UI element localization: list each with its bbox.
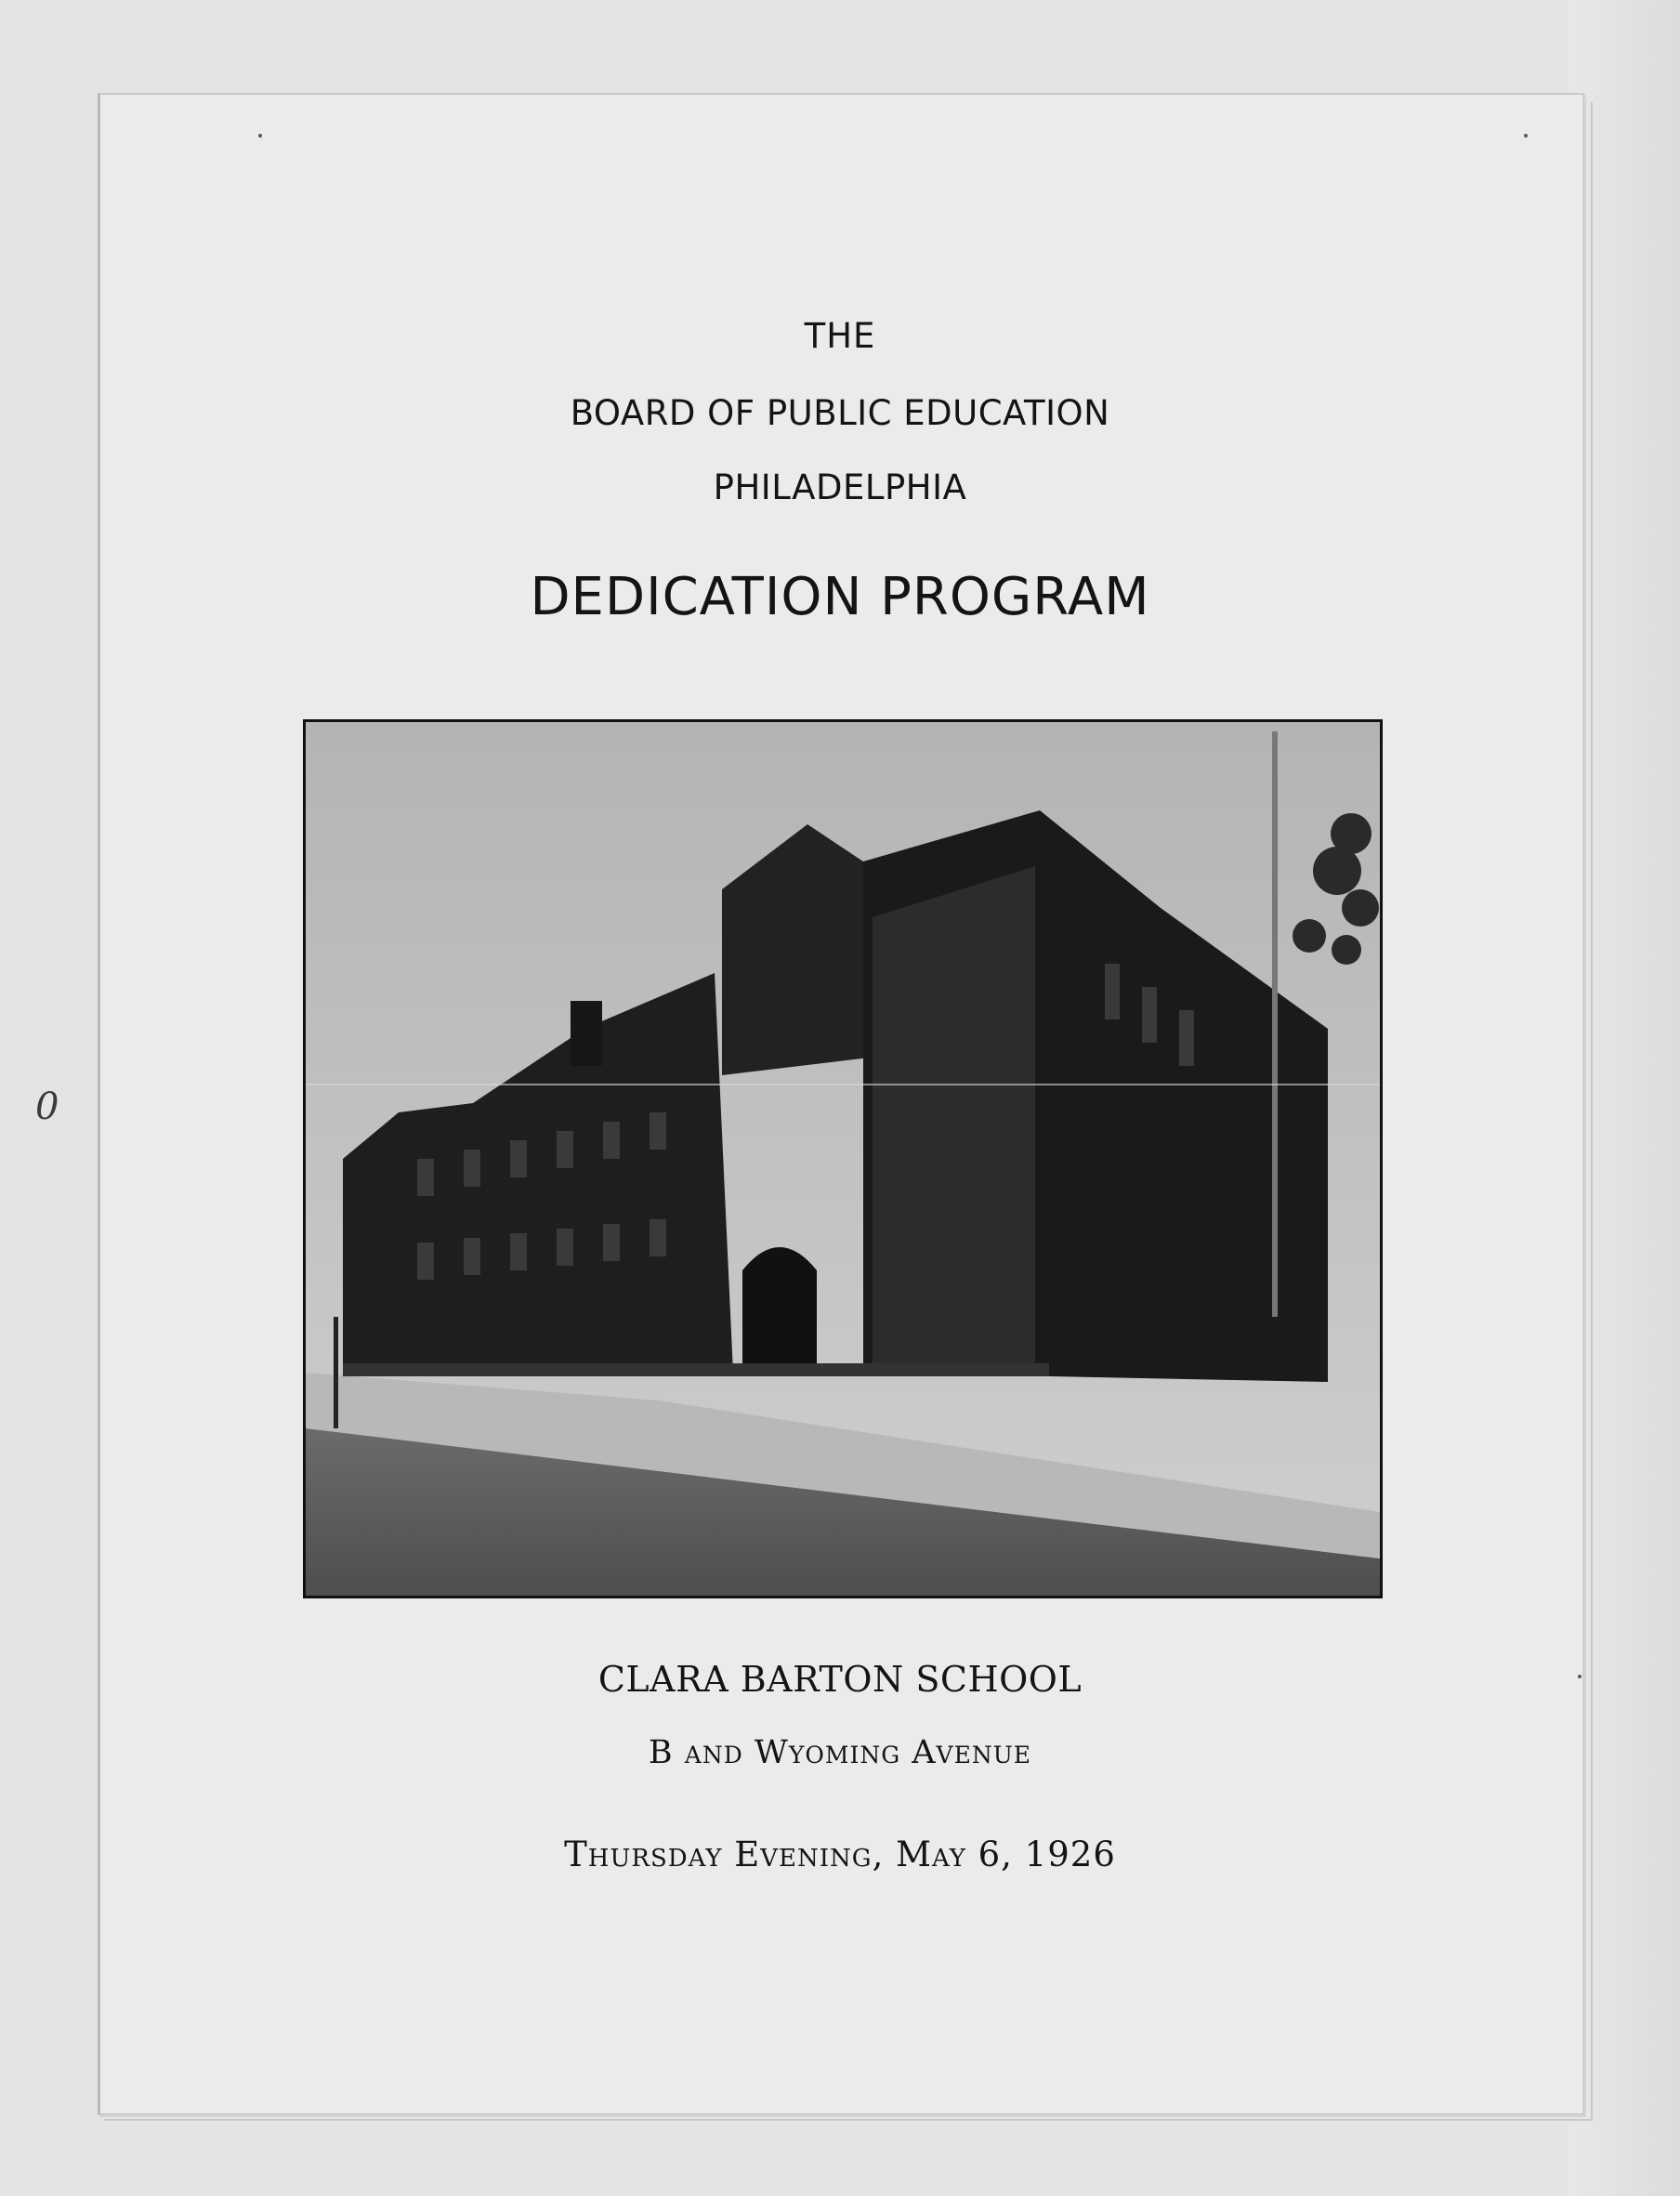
document-title: DEDICATION PROGRAM xyxy=(530,567,1150,627)
building-entrance-arch xyxy=(742,1247,817,1373)
dust-speck xyxy=(258,134,262,138)
header-line-board: BOARD OF PUBLIC EDUCATION xyxy=(570,393,1110,433)
building-chimney xyxy=(571,1001,602,1066)
lamp-post xyxy=(334,1317,338,1428)
flagpole xyxy=(1272,731,1278,1317)
header-line-city: PHILADELPHIA xyxy=(713,467,967,507)
dust-speck xyxy=(1524,134,1528,138)
school-address: B and Wyoming Avenue xyxy=(648,1734,1032,1771)
school-building-photo xyxy=(303,719,1383,1598)
event-date: Thursday Evening, May 6, 1926 xyxy=(564,1834,1116,1874)
school-name: CLARA BARTON SCHOOL xyxy=(597,1659,1083,1700)
margin-handwritten-mark: 0 xyxy=(35,1085,59,1128)
building-front-facade xyxy=(873,866,1035,1373)
building-fence xyxy=(343,1363,1049,1376)
header-line-the: THE xyxy=(804,316,876,356)
school-building-illustration xyxy=(306,722,1380,1596)
